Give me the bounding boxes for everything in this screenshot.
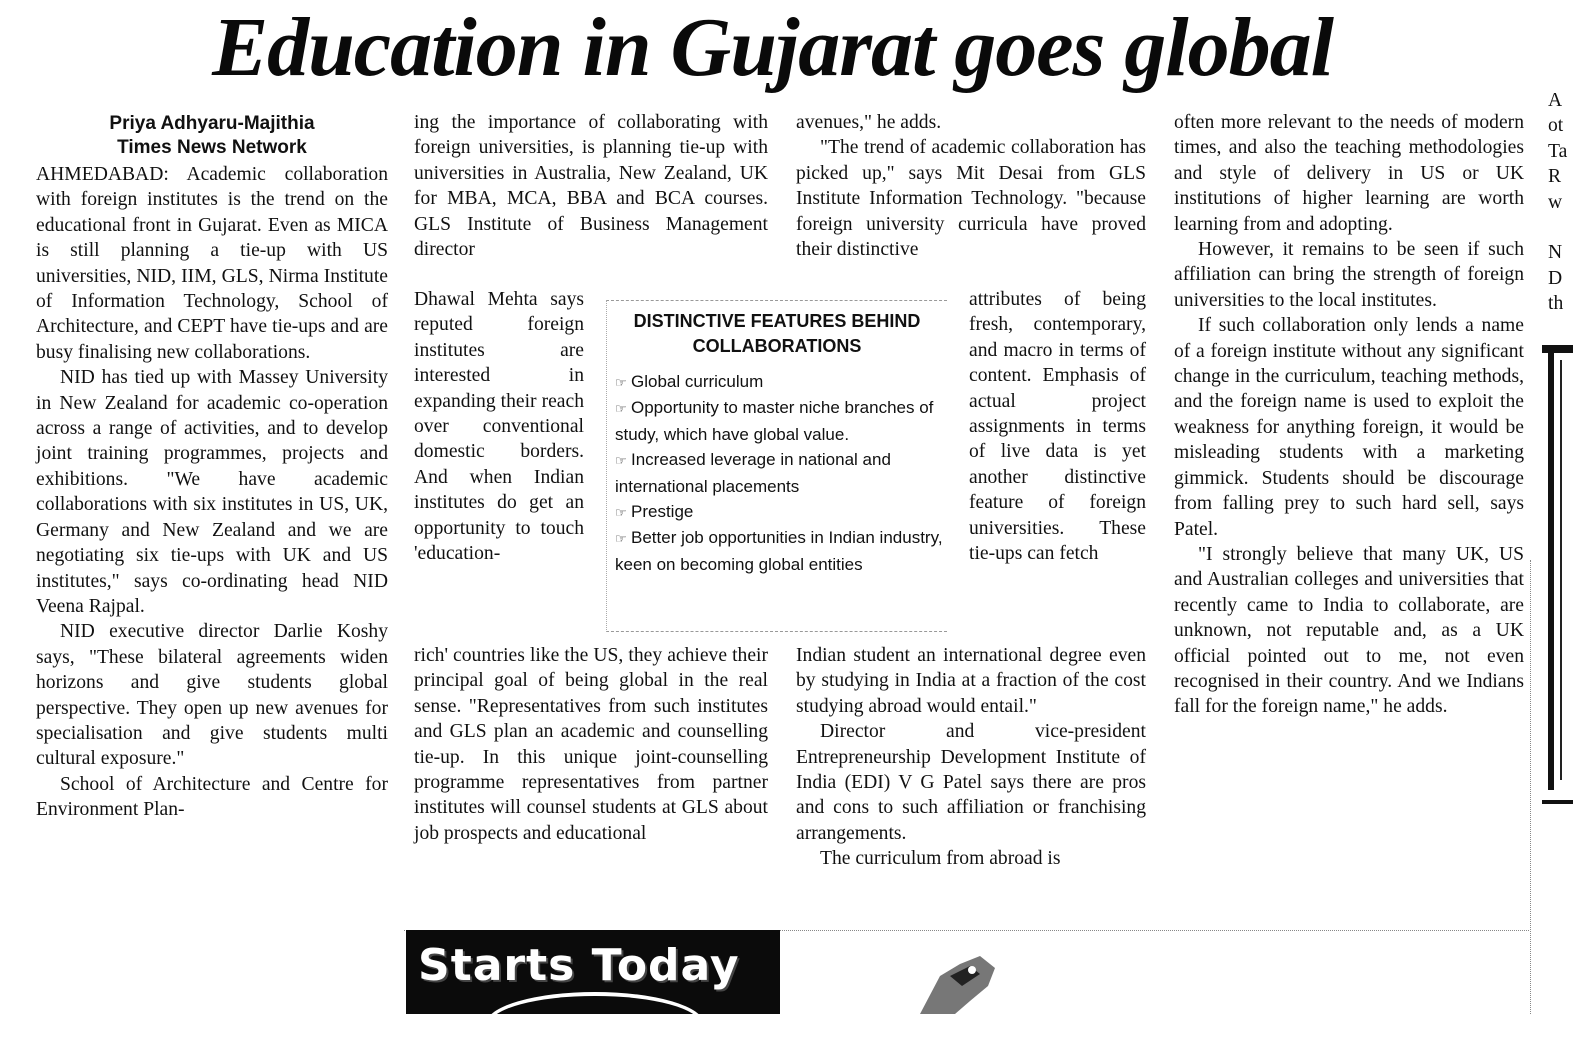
list-item: ☞ Increased leverage in national and international placements: [615, 450, 891, 496]
byline: [36, 112, 388, 160]
fragment-line: [1548, 215, 1573, 240]
features-list: [607, 369, 947, 577]
paragraph: Indian student an international degree even by studying in India at a fraction of the cost studying abroad would entail.": [796, 645, 1146, 717]
article-column-3-top: [796, 110, 1146, 262]
paragraph: "The trend of academic collaboration has picked up," says Mit Desai from GLS Institute Information Technology. "because foreign university curricula have proved their distinctive: [796, 137, 1146, 261]
fragment-line: R: [1548, 166, 1562, 188]
advert-arc-graphic: [486, 992, 704, 1056]
fragment-line: A: [1548, 90, 1563, 111]
byline-author: Priya Adhyaru-Majithia: [109, 113, 315, 134]
fragment-line: N: [1548, 242, 1563, 264]
article-column-2-top: [414, 110, 768, 262]
fragment-line: ot: [1548, 115, 1564, 137]
headline: Education in Gujarat goes global: [212, 1, 1333, 94]
pointing-hand-icon: ☞: [615, 505, 627, 521]
paragraph: rich' countries like the US, they achieve their principal goal of being global in the real sense. "Representatives from such institutes and GLS plan an academic and counselling tie-up. In this unique joint-counselling programme representatives from partner institutes will counsel students at GLS about job prospects and educational: [414, 645, 768, 844]
advertisement: [406, 930, 780, 1014]
list-item: ☞ Prestige: [615, 499, 947, 525]
pointing-hand-icon: ☞: [615, 531, 627, 547]
paragraph: "I strongly believe that many UK, US and Australian colleges and universities that recently came to India to collaborate, are unknown, not reputable and, as a UK official pointed out to me, not even recognised in their country. And we Indians fall for the foreign name," he adds.: [1174, 543, 1524, 718]
article-column-3-narrow: [969, 287, 1146, 566]
paragraph: ing the importance of collaborating with foreign universities, is planning tie-up with universities in Australia, New Zealand, UK for MBA, MCA, BBA and BCA courses. GLS Institute of Business Management director: [414, 112, 768, 261]
list-item: ☞ Opportunity to master niche branches of study, which have global value.: [615, 398, 934, 444]
article-column-2-bottom: [414, 643, 768, 846]
article-column-3-bottom: [796, 643, 1146, 872]
adjacent-box-border: [1542, 800, 1573, 804]
paragraph: Dhawal Mehta says reputed foreign institutes are interested in expanding their reach over conventional domestic borders. And when Indian institutes do get an opportunity to touch 'education-: [414, 289, 584, 565]
fragment-line: w: [1548, 191, 1563, 213]
article-column-4: [1174, 110, 1524, 720]
paragraph: NID executive director Darlie Koshy says, "These bilateral agreements widen horizons and give students global perspective. They open up new avenues for specialisation and give students multi cultural exposure.": [36, 621, 388, 770]
paragraph: School of Architecture and Centre for Environment Plan-: [36, 773, 388, 821]
paragraph: If such collaboration only lends a name of a foreign institute without any significant change in the curriculum, teaching methods, and the foreign name is used to exploit the weakness for anything foreign, it would be misleading students with a marketing gimmick. Students should be discourage from falling prey to such hard sell, says Patel.: [1174, 315, 1524, 540]
adjacent-box-border: [1548, 345, 1554, 790]
article-column-2-narrow: [414, 287, 584, 566]
list-item: ☞ Better job opportunities in Indian industry, keen on becoming global entities: [615, 528, 943, 574]
features-sidebox: [606, 300, 947, 632]
adjacent-box-inner: [1560, 360, 1573, 780]
fragment-line: Ta: [1548, 140, 1568, 162]
pointing-hand-icon: ☞: [615, 401, 627, 417]
sidebox-title: DISTINCTIVE FEATURES BEHIND COLLABORATIONS: [633, 311, 921, 356]
paragraph: AHMEDABAD: Academic collaboration with foreign institutes is the trend on the educational front in Gujarat. Even as MICA is still planning a tie-up with US universities, NID, IIM, GLS, Nirma Institute of Information Technology, School of Architecture, and CEPT have tie-ups and are busy finalising new collaborations.: [36, 164, 388, 363]
adjacent-box-border: [1542, 345, 1573, 353]
paragraph: However, it remains to be seen if such affiliation can bring the strength of foreign universities to the local institutes.: [1174, 239, 1524, 311]
paragraph: often more relevant to the needs of modern times, and also the teaching methodologies and style of delivery in US or UK institutions of higher learning are worth learning from and adopting.: [1174, 112, 1524, 235]
pointing-hand-icon: ☞: [615, 375, 627, 390]
advert-photo-fragment: [900, 946, 1020, 1014]
paragraph: NID has tied up with Massey University in New Zealand for academic co-operation across a range of activities, and to develop joint training programmes, projects and exhibitions. "We have academic collaborations with six institutes in US, UK, Germany and New Zealand and we are negotiating six tie-ups with UK and US institutes," says co-ordinating head NID Veena Rajpal.: [36, 367, 388, 617]
advert-headline: Starts Today: [418, 940, 740, 991]
paragraph: The curriculum from abroad is: [820, 848, 1061, 870]
paragraph: attributes of being fresh, contemporary, and macro in terms of content. Emphasis of actual project assignments in terms of live data is yet another distinctive feature of foreign universities. These tie-ups can fetch: [969, 289, 1146, 565]
fragment-line: D: [1548, 267, 1563, 289]
adjacent-article-fragment: [1548, 88, 1573, 317]
article-column-1: [36, 162, 388, 823]
list-item: ☞ Global curriculum: [615, 369, 947, 395]
pointing-hand-icon: ☞: [615, 453, 627, 469]
paragraph: Director and vice-president Entrepreneurship Development Institute of India (EDI) V G Patel says there are pros and cons to such affiliation or franchising arrangements.: [796, 721, 1146, 844]
byline-agency: Times News Network: [117, 137, 307, 158]
fragment-line: th: [1548, 293, 1564, 315]
paragraph: avenues," he adds.: [796, 112, 942, 133]
section-divider: [1530, 560, 1531, 1014]
